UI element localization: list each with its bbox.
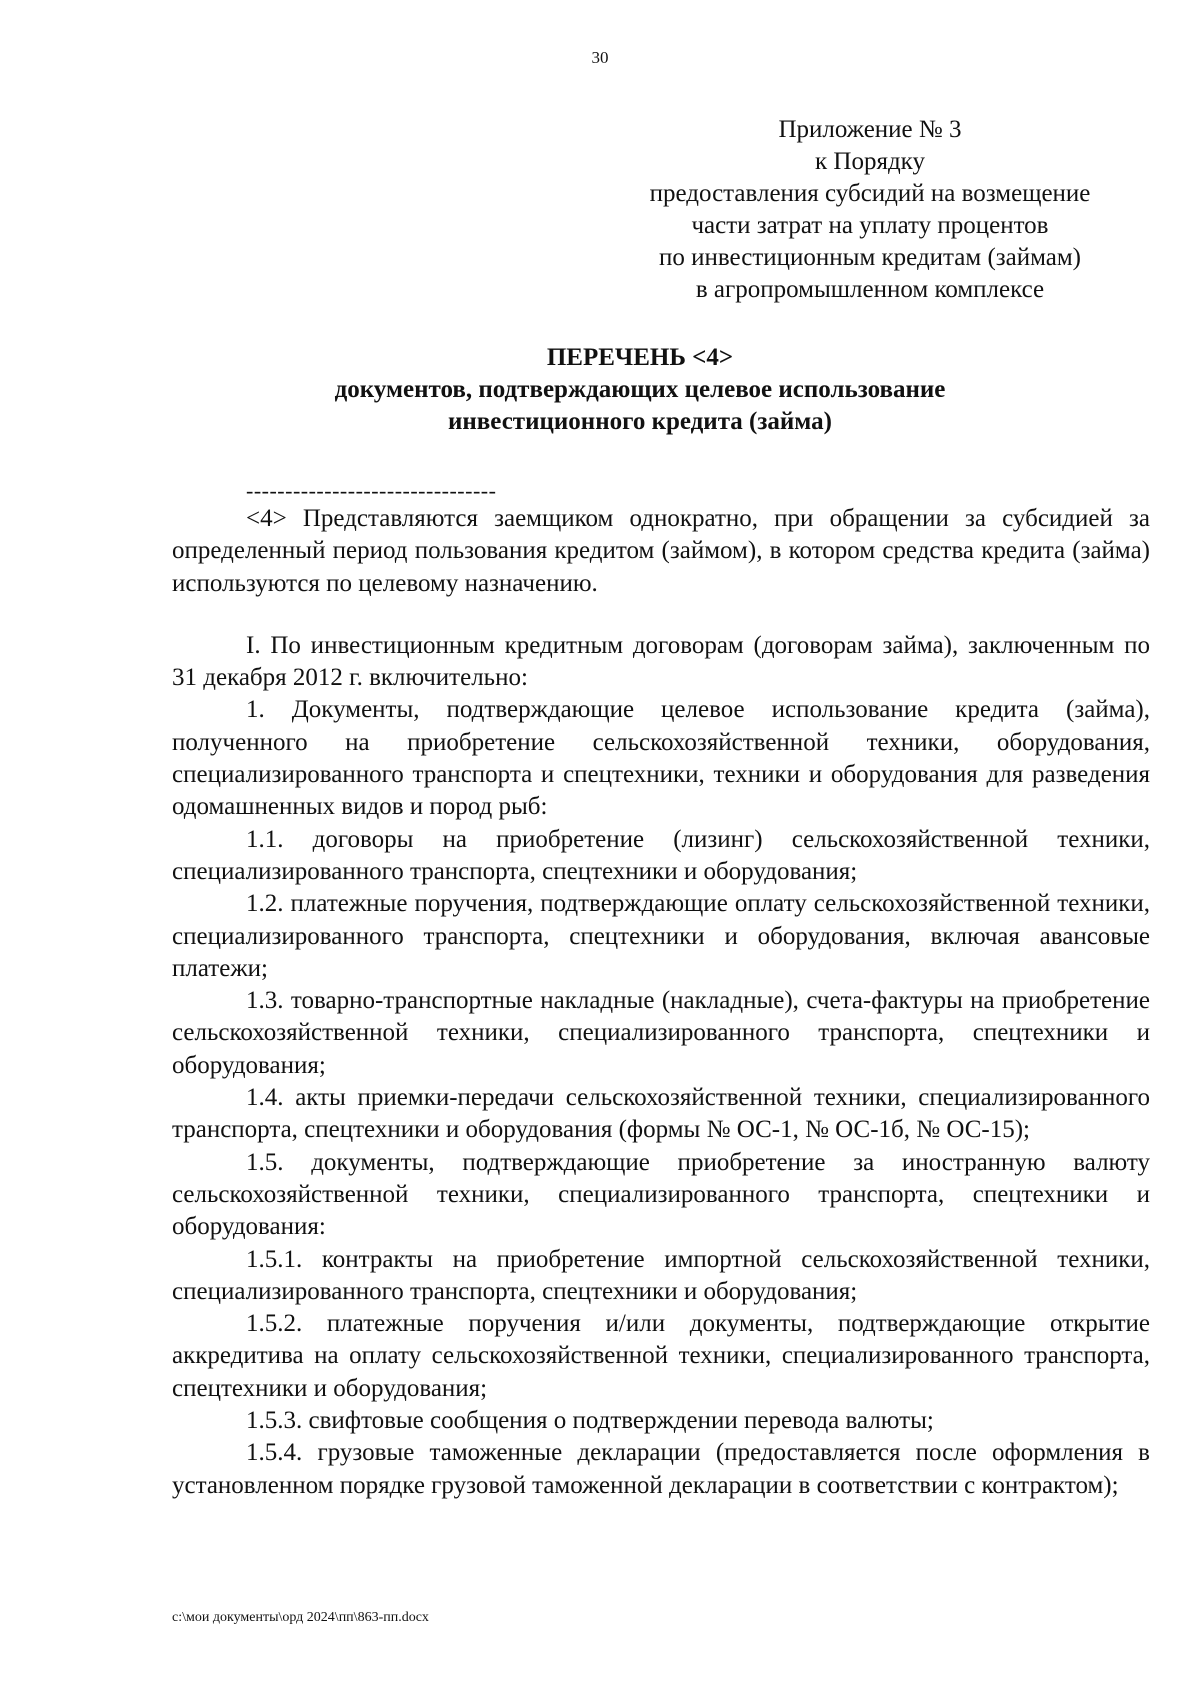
- document-body: [172, 503, 1150, 1502]
- document-title: [240, 342, 1040, 438]
- body-paragraph: 1.5.3. свифтовые сообщения о подтверждении перевода валюты;: [246, 1407, 934, 1435]
- body-paragraph: 1.5.1. контракты на приобретение импортной сельскохозяйственной техники, специализированного транспорта, спецтехники и оборудования;: [172, 1245, 1150, 1305]
- footnote-paragraph: <4> Представляются заемщиком однократно, при обращении за субсидией за определенный период пользования кредитом (займом), в котором средства кредита (займа) используются по целевому назначению.: [172, 505, 1150, 597]
- body-paragraph: 1.4. акты приемки-передачи сельскохозяйственной техники, специализированного транспорта, спецтехники и оборудования (формы № ОС-1, № ОС-1б, № ОС-15);: [172, 1084, 1150, 1144]
- appendix-line: к Порядку: [815, 148, 925, 175]
- body-paragraph: 1.5.2. платежные поручения и/или документы, подтверждающие открытие аккредитива на оплату сельскохозяйственной техники, специализированного транспорта, спецтехники и оборудования;: [172, 1310, 1150, 1402]
- appendix-line: части затрат на уплату процентов: [691, 212, 1049, 239]
- body-paragraph: 1.3. товарно-транспортные накладные (накладные), счета-фактуры на приобретение сельскохозяйственной техники, специализированного транспорта, спецтехники и оборудования;: [172, 987, 1150, 1079]
- footnote-separator: --------------------------------: [246, 478, 497, 503]
- title-line: документов, подтверждающих целевое использование: [334, 376, 946, 403]
- body-paragraph: 1.5. документы, подтверждающие приобретение за иностранную валюту сельскохозяйственной техники, специализированного транспорта, спецтехники и оборудования:: [172, 1148, 1150, 1241]
- page-number: 30: [591, 48, 609, 67]
- appendix-line: по инвестиционным кредитам (займам): [658, 244, 1082, 271]
- footer-file-path: c:\мои документы\орд 2024\пп\863-пп.docx: [172, 1610, 429, 1625]
- body-paragraph: 1. Документы, подтверждающие целевое использование кредита (займа), полученного на приобретение сельскохозяйственной техники, оборудования, специализированного транспорта и спецтехники, техники и оборудования для разведения одомашненных видов и пород рыб:: [172, 696, 1150, 821]
- appendix-line: Приложение № 3: [778, 116, 962, 143]
- body-paragraph: 1.5.4. грузовые таможенные декларации (предоставляется после оформления в установленном порядке грузовой таможенной декларации в соответствии с контрактом);: [172, 1439, 1150, 1499]
- section-heading: I. По инвестиционным кредитным договорам (договорам займа), заключенным по 31 декабря 2012 г. включительно:: [172, 631, 1150, 692]
- title-line: ПЕРЕЧЕНЬ <4>: [546, 344, 734, 371]
- body-paragraph: 1.1. договоры на приобретение (лизинг) сельскохозяйственной техники, специализированного транспорта, спецтехники и оборудования;: [172, 825, 1150, 885]
- appendix-line: в агропромышленном комплексе: [695, 276, 1045, 303]
- appendix-header: [610, 114, 1130, 306]
- title-line: инвестиционного кредита (займа): [447, 408, 832, 435]
- appendix-line: предоставления субсидий на возмещение: [649, 180, 1091, 207]
- body-paragraph: 1.2. платежные поручения, подтверждающие оплату сельскохозяйственной техники, специализированного транспорта, спецтехники и оборудования, включая авансовые платежи;: [172, 890, 1150, 982]
